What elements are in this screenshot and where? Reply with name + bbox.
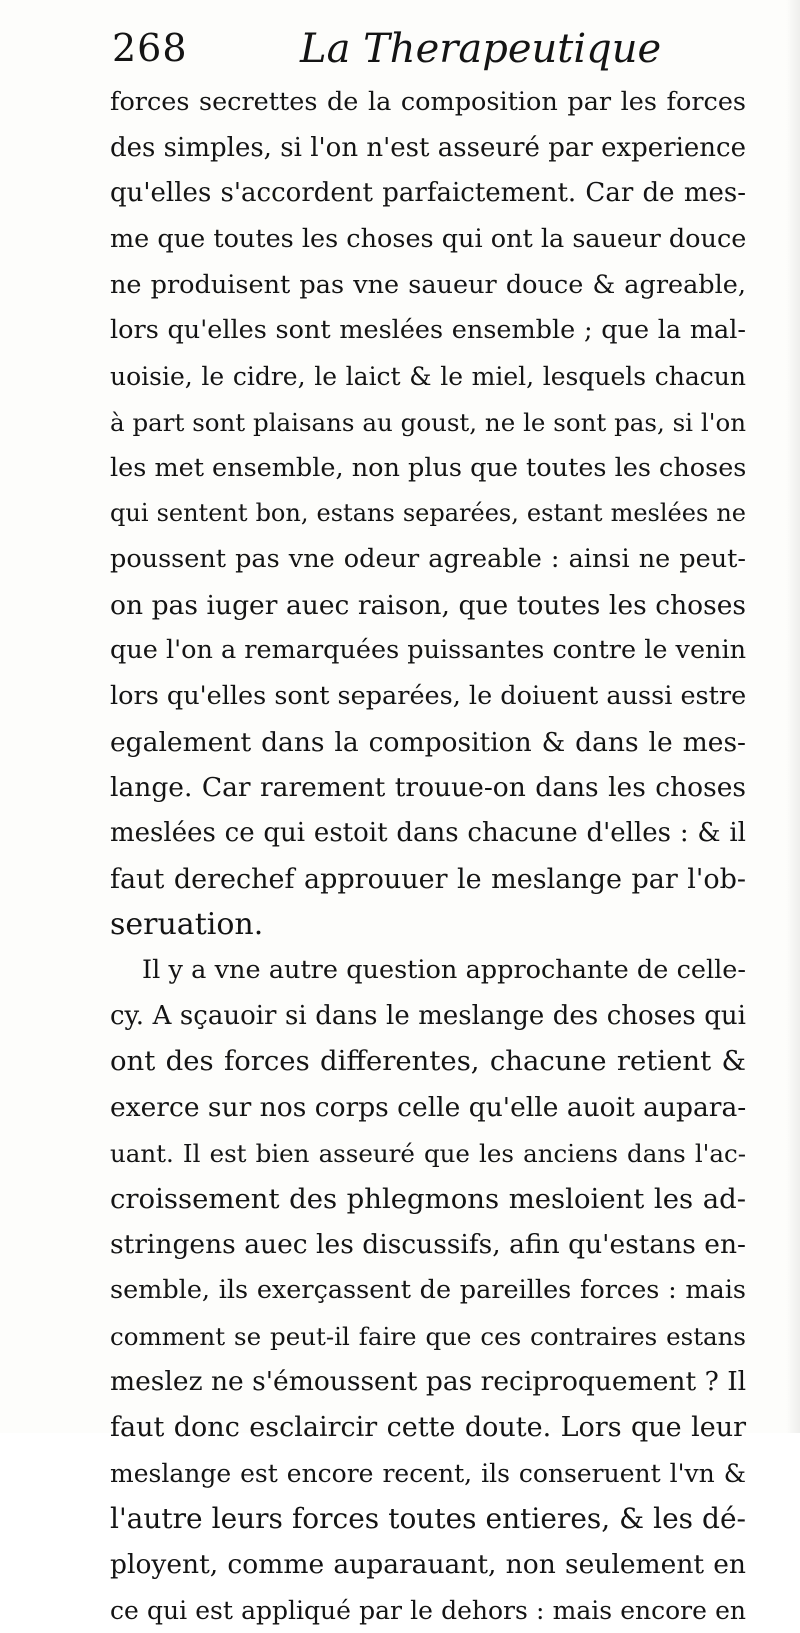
page-header	[112, 26, 752, 76]
text-line: l'autre leurs forces toutes entieres, & les dé-	[110, 1502, 746, 1536]
page-number: 268	[112, 26, 188, 70]
text-line: me que toutes les choses qui ont la saueur douce	[110, 224, 747, 255]
text-line: lors qu'elles sont meslées ensemble ; que la mal-	[110, 315, 746, 346]
page-edge-shadow	[786, 0, 800, 1433]
text-line: croissement des phlegmons mesloient les ad-	[110, 1182, 746, 1215]
text-line: uoisie, le cidre, le laict & le miel, lesquels chacun	[110, 362, 746, 392]
text-line: on pas iuger auec raison, que toutes les choses	[110, 589, 746, 621]
text-line: seruation.	[110, 907, 264, 943]
text-line: forces secrettes de la composition par les forces	[110, 87, 746, 117]
text-line: que l'on a remarquées puissantes contre le venin	[110, 635, 747, 666]
text-line: comment se peut-il faire que ces contraires estans	[110, 1321, 746, 1351]
text-line: meslez ne s'émoussent pas reciproquement ? Il	[110, 1366, 747, 1398]
text-line: des simples, si l'on n'est asseuré par experience	[110, 132, 746, 163]
text-line: semble, ils exerçassent de pareilles forces : mais	[110, 1274, 746, 1305]
text-line: ce qui est appliqué par le dehors : mais encore en	[110, 1595, 746, 1625]
text-line: les met ensemble, non plus que toutes les choses	[110, 452, 747, 483]
text-line: cy. A sçauoir si dans le meslange des choses qui	[110, 1000, 746, 1031]
text-line: meslées ce qui estoit dans chacune d'elles : & il	[110, 818, 746, 848]
text-line: à part sont plaisans au goust, ne le sont pas, si l'on	[110, 407, 746, 437]
text-line: stringens auec les discussifs, afin qu'estans en-	[110, 1229, 746, 1261]
body-text	[110, 80, 746, 1633]
text-line: ne produisent pas vne saueur douce & agreable,	[110, 269, 746, 300]
paragraph-start-line: Il y a vne autre question approchante de celle-	[142, 955, 746, 986]
text-line: lange. Car rarement trouue-on dans les choses	[110, 772, 746, 804]
text-line: faut donc esclaircir cette doute. Lors que leur	[110, 1411, 746, 1443]
text-line: poussent pas vne odeur agreable : ainsi ne peut-	[110, 543, 746, 574]
text-line: ployent, comme auparauant, non seulement en	[110, 1549, 746, 1580]
text-line: qui sentent bon, estans separées, estant meslées ne	[110, 499, 746, 528]
text-line: meslange est encore recent, ils conseruent l'vn &	[110, 1458, 746, 1488]
text-line: qu'elles s'accordent parfaictement. Car de mes-	[110, 178, 746, 209]
text-line: lors qu'elles sont separées, le doiuent aussi estre	[110, 680, 747, 711]
text-line: exerce sur nos corps celle qu'elle auoit aupara-	[110, 1092, 747, 1124]
text-line: uant. Il est bien asseuré que les anciens dans l'ac-	[110, 1138, 746, 1168]
text-line: faut derechef approuuer le meslange par l'ob-	[110, 863, 746, 895]
text-line: egalement dans la composition & dans le mes-	[110, 726, 746, 758]
text-line: ont des forces differentes, chacune retient &	[110, 1045, 746, 1078]
running-head: La Therapeutique	[300, 26, 662, 72]
